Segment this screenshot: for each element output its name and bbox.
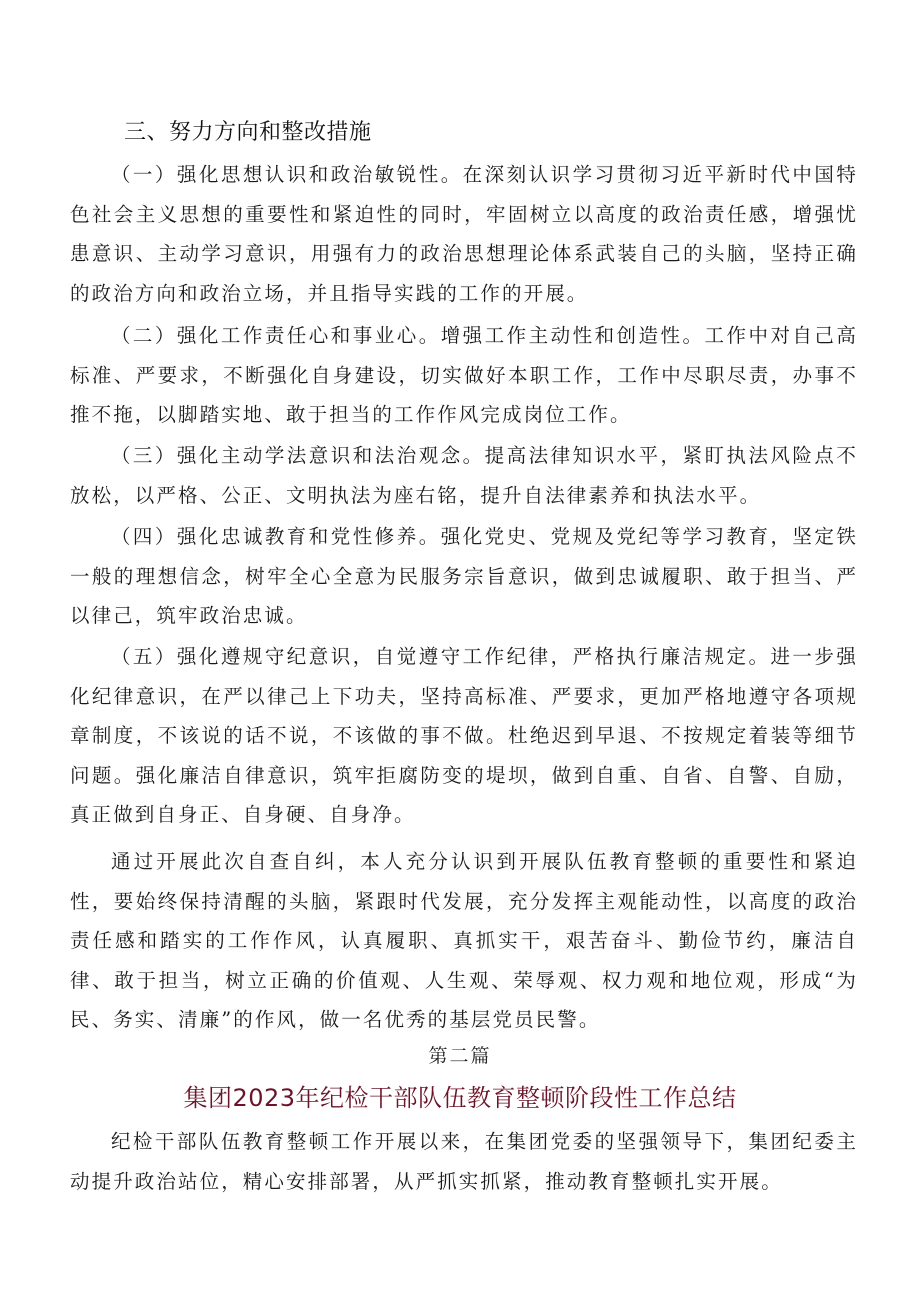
document-title: 集团2023年纪检干部队伍教育整顿阶段性工作总结 bbox=[183, 1084, 737, 1112]
part-label: 第二篇 bbox=[428, 1045, 492, 1067]
measure-paragraph-4: （四）强化忠诚教育和党性修养。强化党史、党规及党纪等学习教育，坚定铁一般的理想信念，树牢全心全意为民服务宗旨意识，做到忠诚履职、敢于担当、严以律己，筑牢政治忠诚。 bbox=[70, 525, 858, 627]
measure-paragraph-5: （五）强化遵规守纪意识，自觉遵守工作纪律，严格执行廉洁规定。进一步强化纪律意识，在严以律己上下功夫，坚持高标准、严要求，更加严格地遵守各项规章制度，不该说的话不说，不该做的事不做。杜绝迟到早退、不按规定着装等细节问题。强化廉洁自律意识，筑牢拒腐防变的堤坝，做到自重、自省、自警、自励，真正做到自身正、自身硬、自身净。 bbox=[70, 645, 858, 826]
measure-paragraph-3: （三）强化主动学法意识和法治观念。提高法律知识水平，紧盯执法风险点不放松，以严格、公正、文明执法为座右铭，提升自法律素养和执法水平。 bbox=[70, 444, 858, 507]
measure-paragraph-1: （一）强化思想认识和政治敏锐性。在深刻认识学习贯彻习近平新时代中国特色社会主义思想的重要性和紧迫性的同时，牢固树立以高度的政治责任感，增强忧患意识、主动学习意识，用强有力的政治思想理论体系武装自己的头脑，坚持正确的政治方向和政治立场，并且指导实践的工作的开展。 bbox=[70, 163, 858, 305]
measure-paragraph-2: （二）强化工作责任心和事业心。增强工作主动性和创造性。工作中对自己高标准、严要求，不断强化自身建设，切实做好本职工作，工作中尽职尽责，办事不推不拖，以脚踏实地、敢于担当的工作作风完成岗位工作。 bbox=[70, 324, 858, 426]
intro-paragraph: 纪检干部队伍教育整顿工作开展以来，在集团党委的坚强领导下，集团纪委主动提升政治站位，精心安排部署，从严抓实抓紧，推动教育整顿扎实开展。 bbox=[70, 1130, 858, 1193]
conclusion-paragraph: 通过开展此次自查自纠，本人充分认识到开展队伍教育整顿的重要性和紧迫性，要始终保持清醒的头脑，紧跟时代发展，充分发挥主观能动性，以高度的政治责任感和踏实的工作作风，认真履职、真抓实干，艰苦奋斗、勤俭节约，廉洁自律、敢于担当，树立正确的价值观、人生观、荣辱观、权力观和地位观，形成“为民、务实、清廉”的作风，做一名优秀的基层党员民警。 bbox=[70, 850, 858, 1031]
section-heading: 三、努力方向和整改措施 bbox=[124, 120, 372, 145]
